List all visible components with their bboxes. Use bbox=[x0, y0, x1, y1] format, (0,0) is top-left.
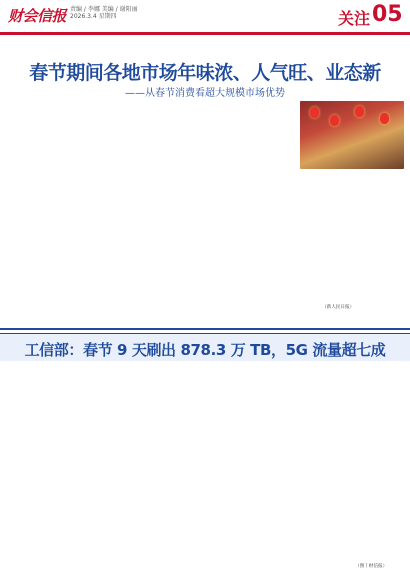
article2-column-4 bbox=[252, 364, 327, 564]
article2-column-1 bbox=[8, 364, 83, 564]
article2-column-5 bbox=[333, 364, 408, 564]
page-number: 05 bbox=[372, 2, 403, 27]
article-headline: 春节期间各地市场年味浓、人气旺、业态新 bbox=[29, 62, 381, 84]
article-source: （新人民日报） bbox=[322, 305, 355, 310]
article2-headline: 工信部：春节 9 天刷出 878.3 万 TB，5G 流量超七成 bbox=[24, 341, 386, 359]
masthead-info bbox=[70, 6, 138, 20]
article-subhead: ——从春节消费看超大规模市场优势 bbox=[125, 88, 285, 99]
article2-banner bbox=[0, 333, 410, 361]
masthead bbox=[0, 0, 410, 32]
festival-photo bbox=[300, 101, 404, 169]
article-column-2 bbox=[89, 100, 164, 326]
date-line: 2026.3.4 星期四 bbox=[70, 13, 117, 20]
article2-column-2 bbox=[89, 364, 164, 564]
editor-line: 责编 / 李娜 美编 / 谢阳丽 bbox=[70, 6, 138, 13]
section-title: 关注 bbox=[338, 9, 371, 28]
article-column-3 bbox=[170, 100, 245, 326]
article-column-1 bbox=[8, 100, 83, 326]
newspaper-logo: 财会信报 bbox=[8, 7, 67, 25]
lantern-icon bbox=[355, 106, 364, 117]
lantern-icon bbox=[380, 113, 389, 124]
lantern-icon bbox=[330, 115, 339, 126]
masthead-rule bbox=[0, 32, 410, 35]
article2-body bbox=[8, 364, 408, 564]
article2-credit: （图丨财信报） bbox=[355, 564, 388, 569]
lantern-icon bbox=[310, 107, 319, 118]
section-divider bbox=[0, 328, 410, 330]
article2-column-3 bbox=[170, 364, 245, 564]
